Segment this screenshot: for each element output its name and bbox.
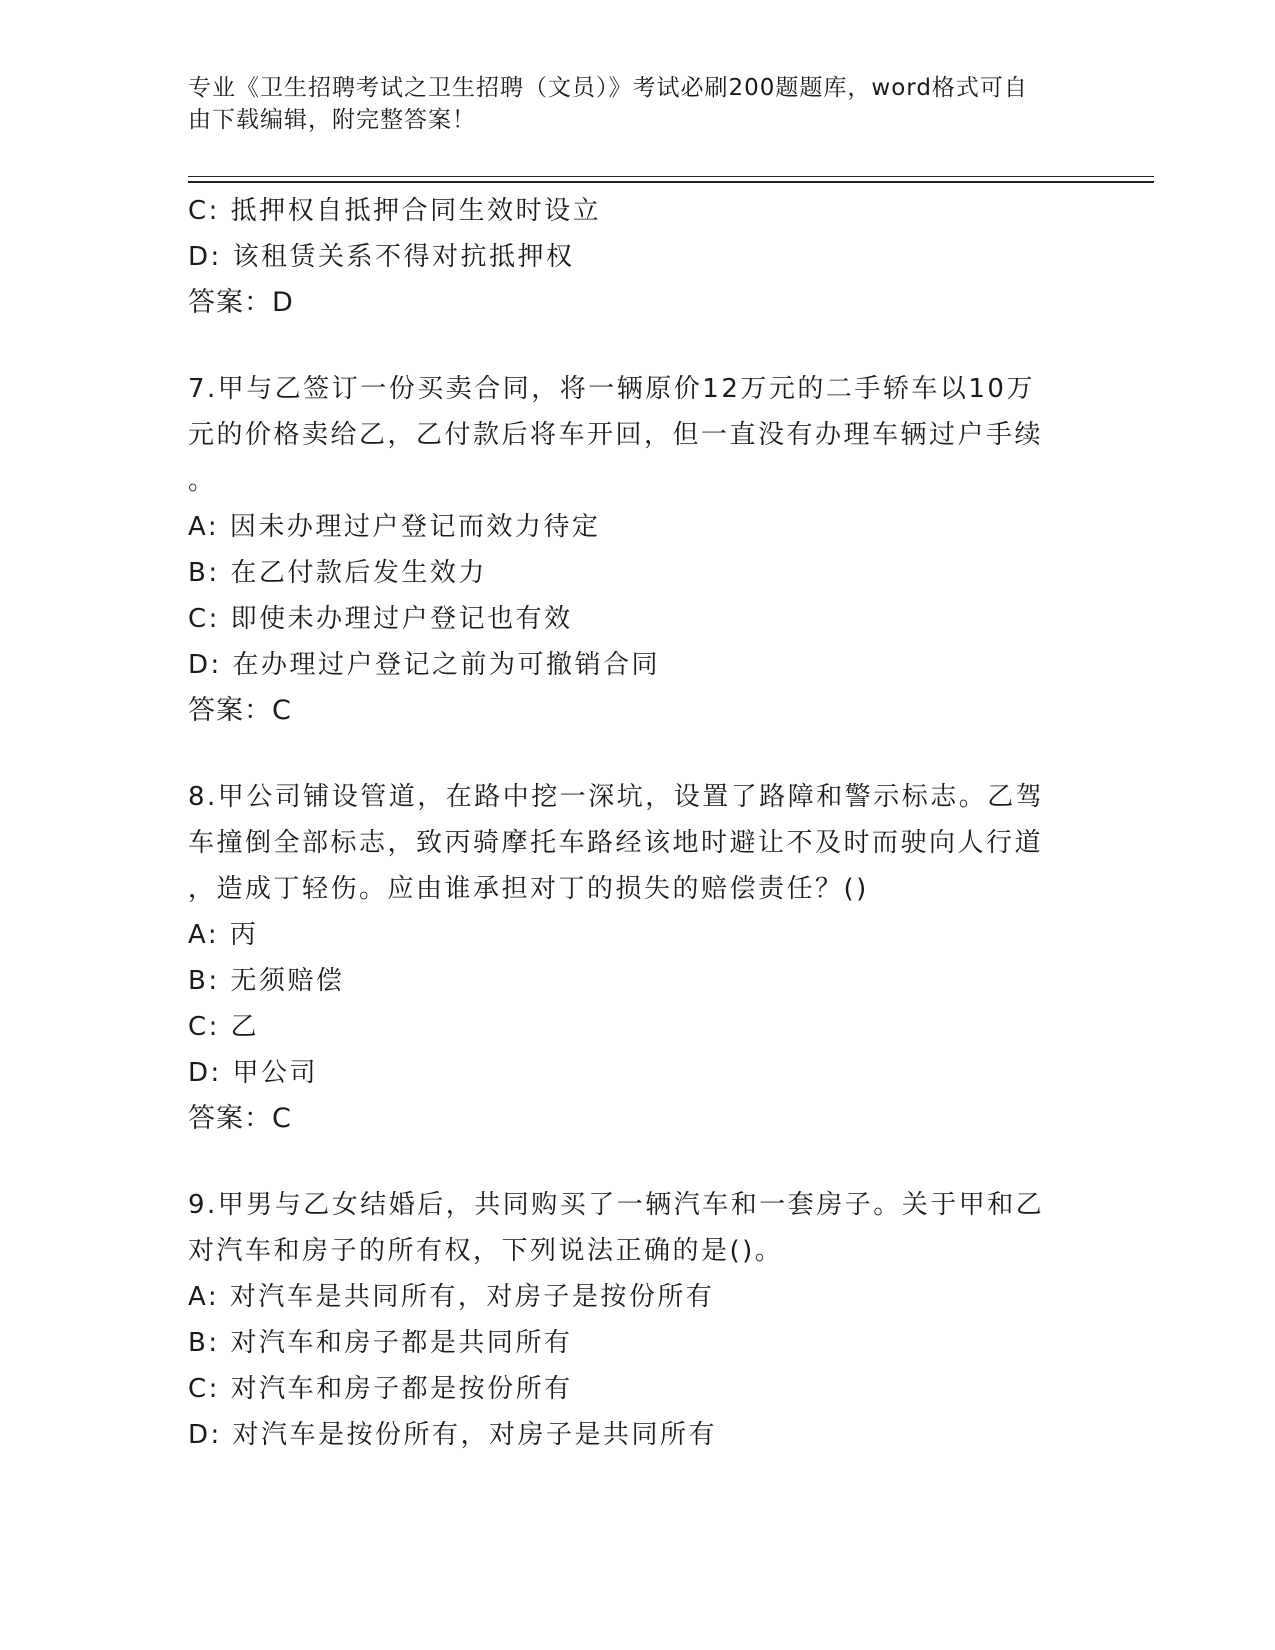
question-text-line: ，造成丁轻伤。应由谁承担对丁的损失的赔偿责任？() (188, 874, 869, 904)
question-text-line: 8.甲公司铺设管道，在路中挖一深坑，设置了路障和警示标志。乙驾 (188, 782, 1045, 812)
question-text (188, 1182, 1068, 1274)
block-gap (188, 734, 1068, 774)
question-text-line: 对汽车和房子的所有权，下列说法正确的是()。 (188, 1236, 784, 1266)
option-c: C: 即使未办理过户登记也有效 (188, 604, 573, 634)
page-header (188, 72, 1068, 136)
question-text (188, 774, 1068, 912)
option-b: B: 对汽车和房子都是共同所有 (188, 1328, 573, 1358)
answer-line: 答案：C (188, 695, 292, 726)
option-c: C: 对汽车和房子都是按份所有 (188, 1374, 573, 1404)
answer-line: 答案：C (188, 1103, 292, 1134)
question-text-line: 元的价格卖给乙，乙付款后将车开回，但一直没有办理车辆过户手续 (188, 420, 1044, 450)
option-c: C: 乙 (188, 1012, 260, 1042)
option-a: A: 因未办理过户登记而效力待定 (188, 512, 601, 542)
question-text-line: 车撞倒全部标志，致丙骑摩托车路经该地时避让不及时而驶向人行道 (188, 828, 1044, 858)
option-b: B: 无须赔偿 (188, 966, 345, 996)
option-d: D: 在办理过户登记之前为可撤销合同 (188, 650, 661, 680)
block-gap (188, 326, 1068, 366)
question-text-line: 。 (188, 466, 217, 496)
question-7 (188, 366, 1068, 734)
question-content (188, 188, 1068, 1458)
header-divider-thick (188, 181, 1154, 183)
prev-question-block (188, 188, 1068, 326)
block-gap (188, 1142, 1068, 1182)
question-text-line: 7.甲与乙签订一份买卖合同，将一辆原价12万元的二手轿车以10万 (188, 374, 1035, 404)
header-line-2: 由下载编辑，附完整答案！ (188, 107, 476, 133)
question-8 (188, 774, 1068, 1142)
question-text (188, 366, 1068, 504)
question-text-line: 9.甲男与乙女结婚后，共同购买了一辆汽车和一套房子。关于甲和乙 (188, 1190, 1045, 1220)
option-d: D: 对汽车是按份所有，对房子是共同所有 (188, 1420, 718, 1450)
option-a: A: 对汽车是共同所有，对房子是按份所有 (188, 1282, 715, 1312)
option-b: B: 在乙付款后发生效力 (188, 558, 487, 588)
header-line-1: 专业《卫生招聘考试之卫生招聘（文员）》考试必刷200题题库，word格式可自 (188, 75, 1028, 101)
option-d: D: 甲公司 (188, 1058, 319, 1088)
option-a: A: 丙 (188, 920, 259, 950)
header-divider-thin (188, 176, 1154, 177)
option-c: C: 抵押权自抵押合同生效时设立 (188, 196, 602, 226)
question-9 (188, 1182, 1068, 1458)
option-d: D: 该租赁关系不得对抗抵押权 (188, 242, 575, 272)
answer-line: 答案：D (188, 287, 294, 318)
